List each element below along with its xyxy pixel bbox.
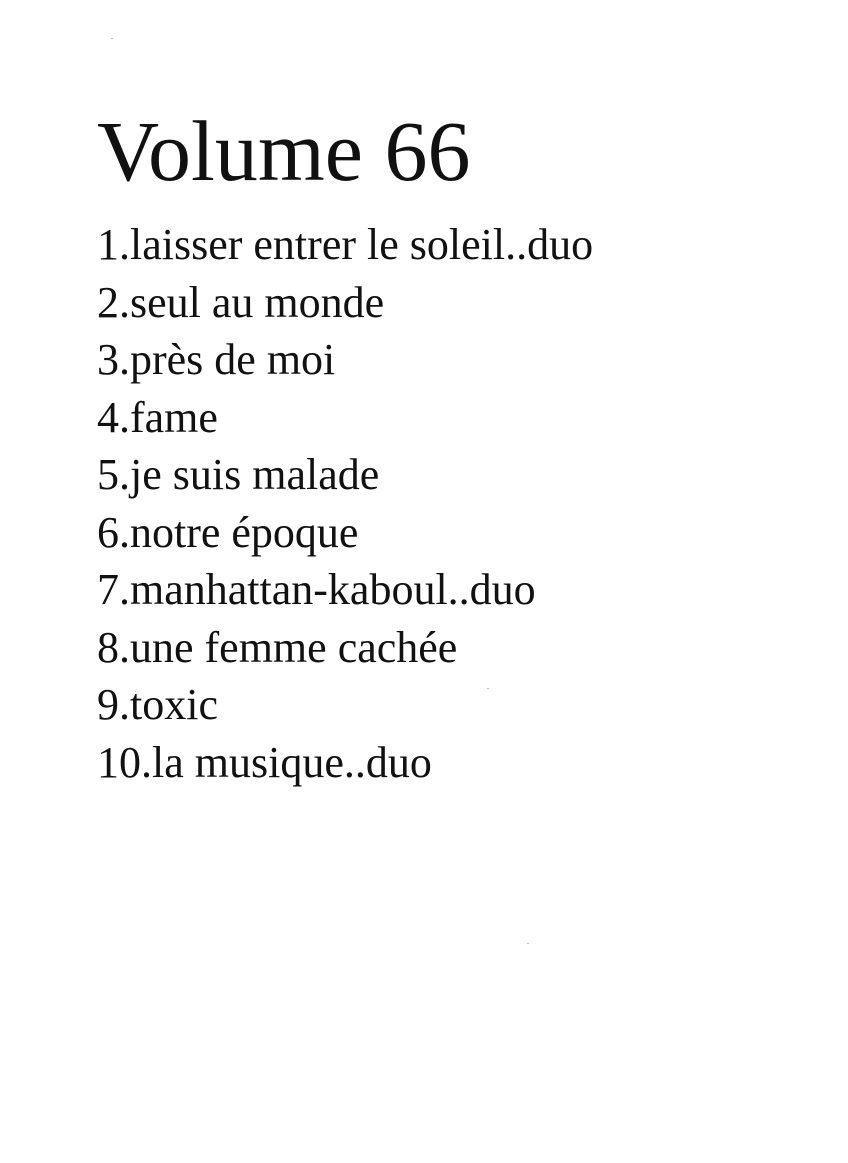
track-item-6: 6.notre époque	[97, 507, 359, 557]
track-item-9: 9.toxic	[97, 680, 218, 729]
track-item-4: 4.fame	[97, 392, 218, 442]
page-title: Volume 66	[97, 103, 471, 199]
track-item-3: 3.près de moi	[97, 335, 336, 384]
scan-speck	[527, 943, 529, 944]
track-item-7: 7.manhattan-kaboul..duo	[97, 565, 536, 614]
scan-speck	[487, 688, 489, 689]
track-item-1: 1.laisser entrer le soleil..duo	[97, 220, 594, 269]
track-item-10: 10.la musique..duo	[97, 737, 432, 787]
track-item-5: 5.je suis malade	[97, 450, 380, 499]
track-list	[97, 216, 593, 791]
track-item-8: 8.une femme cachée	[97, 622, 458, 672]
track-item-2: 2.seul au monde	[97, 277, 385, 327]
scan-speck	[111, 38, 113, 39]
